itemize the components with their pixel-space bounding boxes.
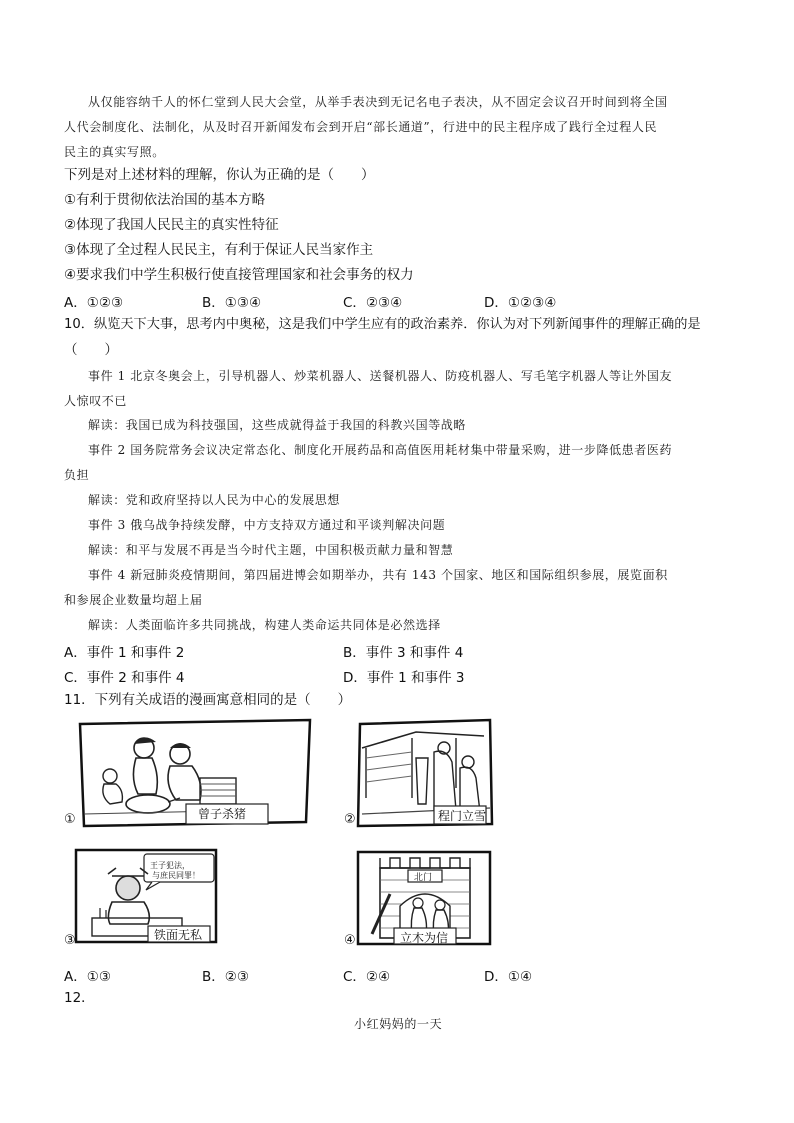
q10-option-d: D．事件 1 和事件 3	[343, 670, 465, 686]
q10-event-4: 事件 4 新冠肺炎疫情期间，第四届进博会如期举办，共有 143 个国家、地区和国际组织参展，展览面积	[88, 568, 668, 582]
cartoon-panel-2	[356, 718, 496, 830]
caption-3: 铁面无私	[154, 928, 203, 942]
q10-stem: 10．纵览天下大事，思考内中奥秘，这是我们中学生应有的政治素养．你认为对下列新闻事件的理解正确的是	[64, 317, 701, 332]
q10-stem-paren: （ ）	[64, 342, 118, 358]
cartoon-panel-1	[64, 718, 316, 830]
q9-item-1: ①有利于贯彻依法治国的基本方略	[64, 192, 266, 208]
caption-4: 立木为信	[400, 931, 449, 945]
q9-material-line-3: 民主的真实写照。	[64, 145, 165, 159]
q12-title: 小红妈妈的一天	[354, 1017, 443, 1031]
q10-option-c: C．事件 2 和事件 4	[64, 670, 185, 686]
q9-material-line-1: 从仅能容纳千人的怀仁堂到人民大会堂，从举手表决到无记名电子表决，从不固定会议召开时间到将全国	[88, 95, 668, 109]
caption-1: 曾子杀猪	[198, 807, 247, 821]
q9-material-line-2: 人代会制度化、法制化，从及时召开新闻发布会到开启“部长通道”，行进中的民主程序成了践行全过程人民	[64, 120, 658, 134]
q11-option-d: D．①④	[484, 969, 533, 985]
q10-option-b: B．事件 3 和事件 4	[343, 645, 464, 661]
q11-option-a: A．①③	[64, 969, 111, 985]
q10-reading-1: 解读：我国已成为科技强国，这些成就得益于我国的科教兴国等战略	[88, 418, 467, 432]
q10-reading-4: 解读：人类面临许多共同挑战，构建人类命运共同体是必然选择	[88, 618, 441, 632]
q10-event-4-cont: 和参展企业数量均超上届	[64, 593, 203, 607]
q11-option-c: C．②④	[343, 969, 391, 985]
q11-stem: 11．下列有关成语的漫画寓意相同的是（ ）	[64, 692, 352, 708]
panel-number-4: ④	[344, 933, 356, 948]
q10-event-1: 事件 1 北京冬奥会上，引导机器人、炒菜机器人、送餐机器人、防疫机器人、写毛笔字机器人等让外国友	[88, 369, 673, 383]
q11-option-b: B．②③	[202, 969, 249, 985]
cartoon-panel-4	[356, 848, 494, 948]
q9-option-d: D．①②③④	[484, 295, 557, 311]
q10-event-1-cont: 人惊叹不已	[64, 394, 128, 408]
cartoon-zengzi-killing-pig	[64, 718, 316, 830]
q9-item-4: ④要求我们中学生积极行使直接管理国家和社会事务的权力	[64, 267, 414, 283]
q10-event-2-cont: 负担	[64, 468, 90, 482]
q10-option-a: A．事件 1 和事件 2	[64, 645, 185, 661]
q9-stem: 下列是对上述材料的理解，你认为正确的是（ ）	[64, 167, 375, 183]
panel-number-2: ②	[344, 812, 356, 827]
panel-number-3: ③	[64, 933, 76, 948]
cartoon-panel-3	[72, 846, 220, 946]
q9-item-3: ③体现了全过程人民民主，有利于保证人民当家作主	[64, 242, 374, 258]
gate-sign: 北门	[414, 873, 433, 883]
bubble-line-1: 王子犯法，	[150, 861, 190, 870]
q10-event-3: 事件 3 俄乌战争持续发酵，中方支持双方通过和平谈判解决问题	[88, 518, 446, 532]
q9-option-a: A．①②③	[64, 295, 124, 311]
q9-item-2: ②体现了我国人民民主的真实性特征	[64, 217, 279, 233]
q12-number: 12．	[64, 990, 95, 1006]
q10-event-2: 事件 2 国务院常务会议决定常态化、制度化开展药品和高值医用耗材集中带量采购，进一步降低患者医药	[88, 443, 673, 457]
bubble-line-2: 与庶民同罪！	[152, 871, 200, 880]
q10-reading-2: 解读：党和政府坚持以人民为中心的发展思想	[88, 493, 341, 507]
caption-2: 程门立雪	[438, 809, 487, 823]
q9-option-c: C．②③④	[343, 295, 403, 311]
panel-number-1: ①	[64, 812, 76, 827]
q10-reading-3: 解读：和平与发展不再是当今时代主题，中国积极贡献力量和智慧	[88, 543, 454, 557]
q9-option-b: B．①③④	[202, 295, 262, 311]
